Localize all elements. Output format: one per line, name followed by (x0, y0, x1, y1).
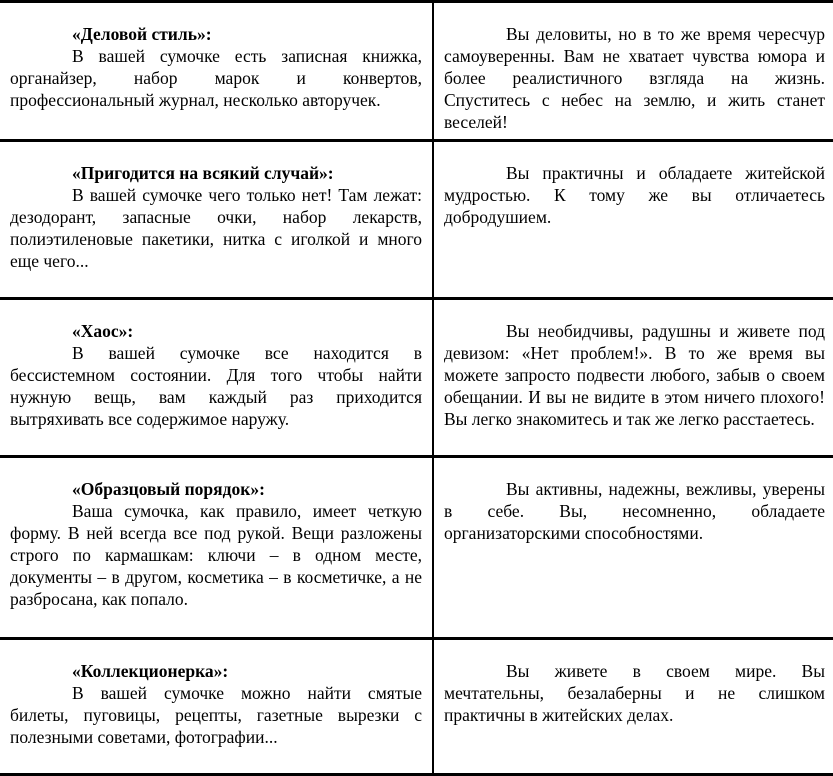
personality-cell (433, 299, 833, 457)
table-row (0, 457, 833, 639)
personality-result: Вы деловиты, но в то же время чересчур самоуверенны. Вам не хватает чувства юмора и более реалистичного взгляда на жизнь. Спуститесь с небес на землю, и жить станет веселей! (444, 24, 825, 132)
bag-type-description: В вашей сумочке чего только нет! Там лежат: дезодорант, запасные очки, набор лекарств, полиэтиленовые пакетики, нитка с иголкой и много еще чего... (10, 185, 422, 271)
bag-type-title: «Образцовый порядок»: (72, 479, 265, 499)
table-row (0, 2, 833, 141)
bag-type-cell (0, 2, 433, 141)
bag-type-title: «Пригодится на всякий случай»: (72, 163, 334, 183)
table-row (0, 639, 833, 775)
table-row (0, 299, 833, 457)
bag-type-cell (0, 639, 433, 775)
bag-type-description: В вашей сумочке можно найти смятые билеты, пуговицы, рецепты, газетные вырезки с полезными советами, фотографии... (10, 683, 422, 747)
personality-cell (433, 457, 833, 639)
personality-cell (433, 141, 833, 299)
bag-type-title: «Деловой стиль»: (72, 24, 212, 44)
bag-type-cell (0, 141, 433, 299)
bag-type-cell (0, 457, 433, 639)
table-row (0, 141, 833, 299)
personality-result: Вы необидчивы, радушны и живете под девизом: «Нет проблем!». В то же время вы можете запросто подвести любого, забыв о своем обещании. И вы не видите в этом ничего плохого! Вы легко знакомитесь и так же легко расстаетесь. (444, 321, 825, 429)
personality-cell (433, 639, 833, 775)
bag-type-description: В вашей сумочке есть записная книжка, органайзер, набор марок и конвертов, профессиональный журнал, несколько авторучек. (10, 46, 422, 110)
personality-result: Вы живете в своем мире. Вы мечтательны, безалаберны и не слишком практичны в житейских делах. (444, 661, 825, 725)
bag-type-description: В вашей сумочке все находится в бессистемном состоянии. Для того чтобы найти нужную вещь, вам каждый раз приходится вытряхивать все содержимое наружу. (10, 343, 422, 429)
personality-result: Вы практичны и обладаете житейской мудростью. К тому же вы отличаетесь добродушием. (444, 163, 825, 227)
personality-result: Вы активны, надежны, вежливы, уверены в себе. Вы, несомненно, обладаете организаторскими способностями. (444, 479, 825, 543)
bag-type-title: «Хаос»: (72, 321, 134, 341)
bag-type-title: «Коллекционерка»: (72, 661, 229, 681)
bag-type-cell (0, 299, 433, 457)
bag-type-description: Ваша сумочка, как правило, имеет четкую форму. В ней всегда все под рукой. Вещи разложены строго по кармашкам: ключи – в одном месте, документы – в другом, косметика – в косметичке, а не разбросана, как попало. (10, 501, 422, 609)
personality-cell (433, 2, 833, 141)
